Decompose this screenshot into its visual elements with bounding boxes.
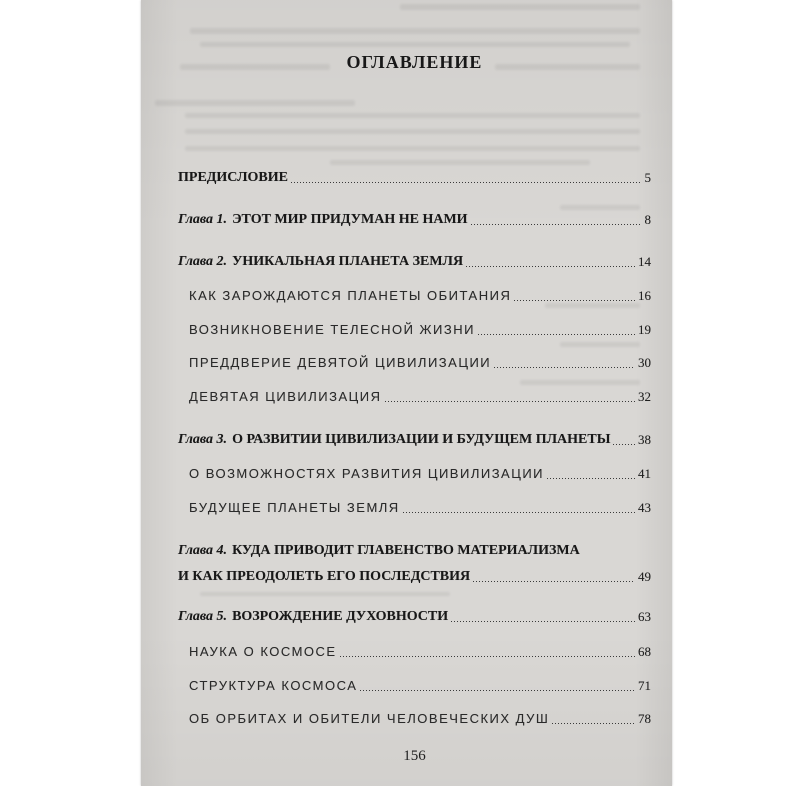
dot-leader xyxy=(552,723,635,724)
dot-leader xyxy=(466,266,635,267)
show-through-line xyxy=(200,592,450,596)
entry-page-number: 14 xyxy=(638,254,651,269)
dot-leader xyxy=(473,581,635,582)
section-title: СТРУКТУРА КОСМОСА xyxy=(189,678,358,693)
toc-entry-section xyxy=(189,388,651,406)
entry-page-number: 38 xyxy=(638,432,651,447)
chapter-title-continued: И КАК ПРЕОДОЛЕТЬ ЕГО ПОСЛЕДСТВИЯ xyxy=(178,569,471,584)
dot-leader xyxy=(451,621,635,622)
dot-leader xyxy=(547,478,635,479)
entry-page-number: 63 xyxy=(638,609,651,624)
dot-leader xyxy=(478,334,635,335)
show-through-line xyxy=(155,100,355,106)
toc-entry-chapter-1 xyxy=(178,211,651,229)
toc-entry-section xyxy=(189,643,651,661)
entry-page-number: 32 xyxy=(638,389,651,404)
chapter-prefix: Глава 4. xyxy=(178,543,228,558)
show-through-line xyxy=(520,380,640,385)
chapter-title: ЭТОТ МИР ПРИДУМАН НЕ НАМИ xyxy=(232,212,468,227)
show-through-line xyxy=(400,4,640,10)
toc-entry-chapter-2 xyxy=(178,253,651,271)
toc-entry-section xyxy=(189,499,651,517)
dot-leader xyxy=(514,300,635,301)
entry-page-number: 43 xyxy=(638,500,651,515)
dot-leader xyxy=(291,182,642,183)
show-through-line xyxy=(185,113,640,118)
chapter-title: КУДА ПРИВОДИТ ГЛАВЕНСТВО МАТЕРИАЛИЗМА xyxy=(232,543,580,558)
dot-leader xyxy=(385,401,635,402)
section-title: ВОЗНИКНОВЕНИЕ ТЕЛЕСНОЙ ЖИЗНИ xyxy=(189,322,475,337)
chapter-title: О РАЗВИТИИ ЦИВИЛИЗАЦИИ И БУДУЩЕМ ПЛАНЕТЫ xyxy=(232,432,611,447)
toc-entry-section xyxy=(189,321,651,339)
section-title: БУДУЩЕЕ ПЛАНЕТЫ ЗЕМЛЯ xyxy=(189,500,400,515)
toc-entry-section xyxy=(189,677,651,695)
section-title: КАК ЗАРОЖДАЮТСЯ ПЛАНЕТЫ ОБИТАНИЯ xyxy=(189,288,512,303)
chapter-title: ВОЗРОЖДЕНИЕ ДУХОВНОСТИ xyxy=(232,609,449,624)
toc-entry-preface xyxy=(178,169,651,187)
section-title: ОБ ОРБИТАХ И ОБИТЕЛИ ЧЕЛОВЕЧЕСКИХ ДУШ xyxy=(189,711,550,726)
page-folio-number: 156 xyxy=(403,748,426,764)
entry-page-number: 78 xyxy=(638,711,651,726)
show-through-line xyxy=(185,129,640,134)
toc-entry-section xyxy=(189,287,651,305)
show-through-line xyxy=(560,342,640,347)
entry-page-number: 68 xyxy=(638,644,651,659)
entry-page-number: 5 xyxy=(644,170,651,185)
entry-page-number: 16 xyxy=(638,288,651,303)
entry-page-number: 71 xyxy=(638,678,651,693)
toc-entry-chapter-4-line-2 xyxy=(178,568,651,586)
dot-leader xyxy=(471,224,642,225)
dot-leader xyxy=(613,444,635,445)
toc-entry-section xyxy=(189,465,651,483)
entry-page-number: 49 xyxy=(638,569,651,584)
chapter-prefix: Глава 1. xyxy=(178,212,228,227)
chapter-title: УНИКАЛЬНАЯ ПЛАНЕТА ЗЕМЛЯ xyxy=(232,254,464,269)
show-through-line xyxy=(200,42,630,47)
section-title: ПРЕДДВЕРИЕ ДЕВЯТОЙ ЦИВИЛИЗАЦИИ xyxy=(189,355,492,370)
entry-page-number: 8 xyxy=(644,212,651,227)
section-title: НАУКА О КОСМОСЕ xyxy=(189,644,337,659)
entry-page-number: 19 xyxy=(638,322,651,337)
show-through-line xyxy=(560,205,640,210)
toc-entry-chapter-3 xyxy=(178,431,651,449)
dot-leader xyxy=(494,367,635,368)
show-through-line xyxy=(185,146,640,151)
toc-heading: ОГЛАВЛЕНИЕ xyxy=(346,52,483,72)
chapter-prefix: Глава 2. xyxy=(178,254,228,269)
entry-page-number: 30 xyxy=(638,355,651,370)
toc-entry-section xyxy=(189,710,651,728)
section-title: О ВОЗМОЖНОСТЯХ РАЗВИТИЯ ЦИВИЛИЗАЦИИ xyxy=(189,466,545,481)
toc-entry-chapter-4-line-1 xyxy=(178,542,651,560)
show-through-line xyxy=(190,28,640,34)
section-title: ДЕВЯТАЯ ЦИВИЛИЗАЦИЯ xyxy=(189,389,382,404)
chapter-prefix: Глава 3. xyxy=(178,432,228,447)
toc-entry-chapter-5 xyxy=(178,608,651,626)
entry-title: ПРЕДИСЛОВИЕ xyxy=(178,170,288,185)
chapter-prefix: Глава 5. xyxy=(178,609,228,624)
dot-leader xyxy=(403,512,635,513)
dot-leader xyxy=(340,656,635,657)
toc-entry-section xyxy=(189,354,651,372)
show-through-line xyxy=(330,160,590,165)
dot-leader xyxy=(360,690,635,691)
entry-page-number: 41 xyxy=(638,466,651,481)
